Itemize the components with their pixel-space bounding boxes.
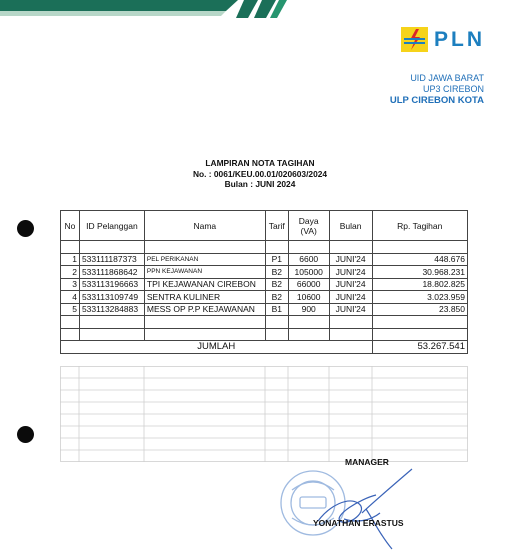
total-value: 53.267.541 [372, 341, 467, 354]
table-row: 4 533113109749 SENTRA KULINER B2 10600 JUNI'24 3.023.959 [61, 291, 468, 304]
header-stripe [0, 0, 300, 20]
organization-block [390, 73, 484, 106]
signatory-role: MANAGER [345, 457, 389, 467]
table-row [61, 241, 468, 254]
signatory-name: YONATHAN ERASTUS [313, 518, 404, 528]
header-daya: Daya (VA) [288, 211, 329, 241]
title-heading: LAMPIRAN NOTA TAGIHAN [205, 158, 315, 168]
total-label: JUMLAH [61, 341, 373, 354]
header-bulan: Bulan [329, 211, 372, 241]
header-tagihan: Rp. Tagihan [372, 211, 467, 241]
pln-logo [401, 27, 485, 52]
org-office: ULP CIREBON KOTA [389, 95, 484, 106]
header-no: No [61, 211, 80, 241]
table-row: 3 533113196663 TPI KEJAWANAN CIREBON B2 66000 JUNI'24 18.802.825 [61, 278, 468, 291]
table-row: 2 533111868642 PPN KEJAWANAN B2 105000 JUNI'24 30.968.231 [61, 266, 468, 279]
header-tarif: Tarif [265, 211, 288, 241]
table-row: 5 533113284883 MESS OP P.P KEJAWANAN B1 900 JUNI'24 23.850 [61, 303, 468, 316]
table-row [61, 316, 468, 329]
handwritten-signature [300, 465, 430, 550]
total-row [61, 341, 468, 354]
title-month: Bulan : JUNI 2024 [224, 179, 296, 189]
punch-hole [17, 220, 34, 237]
table-header-row [61, 211, 468, 241]
billing-table [60, 210, 468, 354]
table-row: 1 533111187373 PEL PERIKANAN P1 6600 JUNI'24 448.676 [61, 253, 468, 266]
header-nama: Nama [144, 211, 265, 241]
title-number: No. : 0061/KEU.00.01/020603/2024 [192, 168, 328, 179]
org-unit: UP3 CIREBON [422, 84, 484, 94]
empty-ruled-rows [60, 366, 468, 462]
document-title [160, 158, 360, 190]
header-id: ID Pelanggan [79, 211, 144, 241]
org-region: UID JAWA BARAT [410, 73, 484, 83]
table-row [61, 328, 468, 341]
pln-logo-text: PLN [434, 27, 485, 51]
punch-hole [17, 426, 34, 443]
pln-logo-icon [401, 27, 428, 52]
